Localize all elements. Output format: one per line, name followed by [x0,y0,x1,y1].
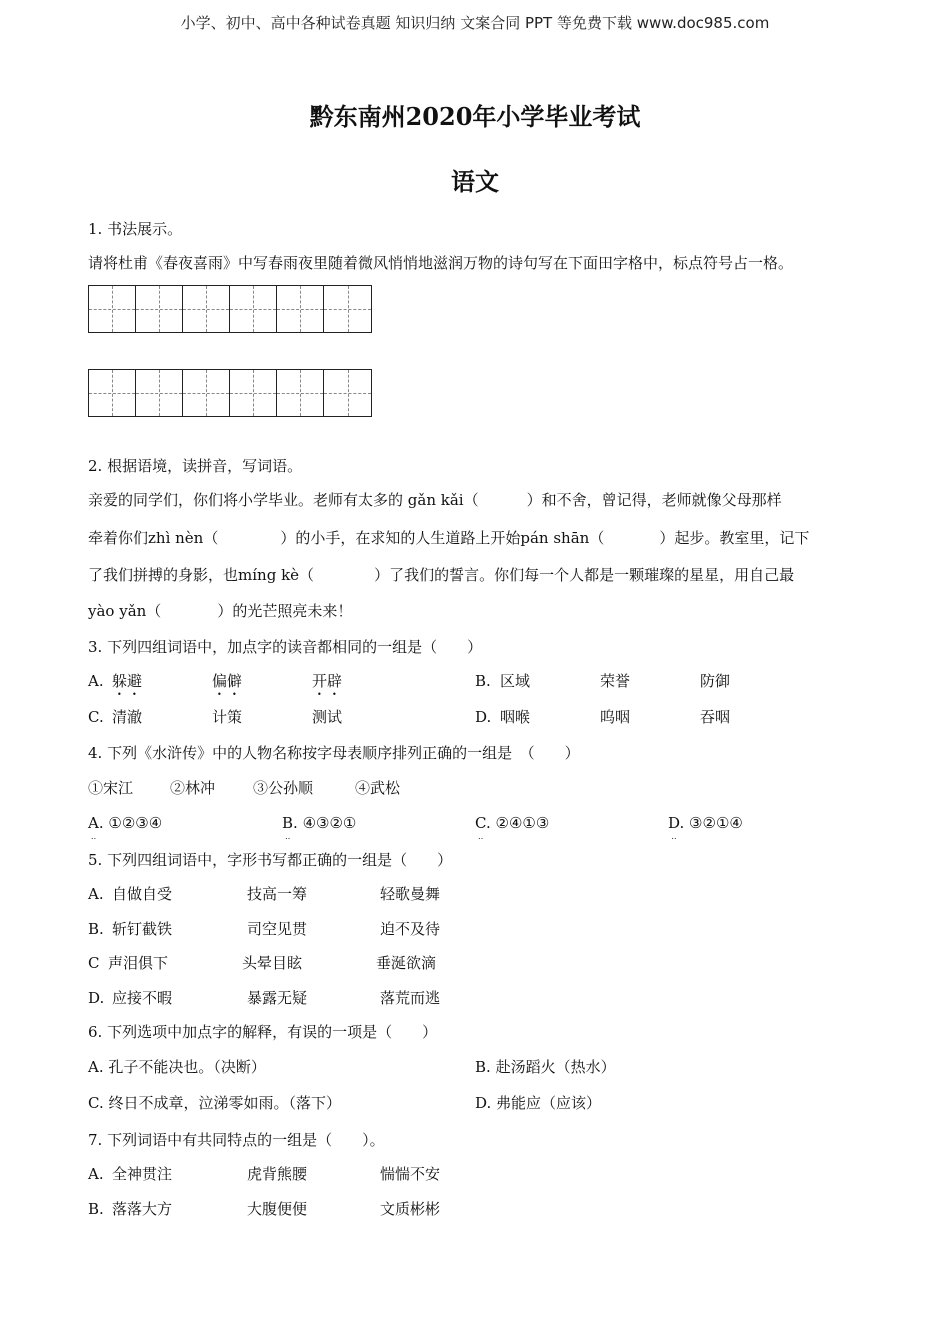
q5-option-a-word-3: 轻歌曼舞 [380,885,441,903]
q5-option-d-word-3: 落荒而逃 [380,989,441,1007]
q2-text: ）了我们的誓言。你们每一个人都是一颗璀璨的星星，用自己最 [374,566,795,584]
q4-stem: 4. 下列《水浒传》中的人物名称按字母表顺序排列正确的一组是 （ ） [88,744,580,762]
dotted-word: 开辟 [312,672,343,690]
q3-option-b-label[interactable]: B. [475,672,491,690]
grid-cell[interactable] [136,286,183,332]
q3-option-c-label[interactable]: C. [88,708,104,726]
q5-stem: 5. 下列四组词语中，字形书写都正确的一组是（ ） [88,851,453,869]
grid-cell[interactable] [183,370,230,416]
q2-text: 了我们拼搏的身影，也 [88,566,239,584]
q6-stem: 6. 下列选项中加点字的解释，有误的一项是（ ） [88,1023,438,1041]
q7-option-a-word-2: 虎背熊腰 [247,1165,308,1183]
grid-cell[interactable] [89,370,136,416]
q3-option-a-word-3 [312,671,342,699]
option-label: D. [668,814,685,832]
q2-text: ）的光芒照亮未来！ [217,602,353,620]
q2-stem: 2. 根据语境，读拼音，写词语。 [88,457,303,475]
grid-cell[interactable] [277,286,324,332]
q6-option-d[interactable] [475,1093,601,1113]
dotted-word: 躲避 [112,672,143,690]
q6-option-a[interactable] [88,1057,266,1077]
grid-cell[interactable] [324,370,371,416]
q3-option-c-word-2: 计策 [212,708,243,726]
option-label: B. [282,814,298,832]
q3-option-c-word-3: 测试 [312,708,343,726]
grid-cell[interactable] [183,286,230,332]
option-text: 弗能应（应该） [496,1094,602,1112]
q4-option-a[interactable] [88,813,162,841]
q4-item-2: ②林冲 [170,779,216,797]
q7-option-b-word-2: 大腹便便 [247,1200,308,1218]
q2-text: ）的小手，在求知的人生道路上开始 [280,529,521,547]
q3-option-b-word-2: 荣誉 [600,672,631,690]
option-label: D. [475,1094,492,1112]
q7-option-a-word-3: 惴惴不安 [380,1165,441,1183]
q3-option-a-word-1 [112,671,142,699]
pinyin-1: gǎn kǎi [407,491,464,509]
q5-option-c-word-3: 垂涎欲滴 [376,954,437,972]
option-text: 孔子不能决也。（决断） [108,1058,266,1076]
q5-option-d-word-1: 应接不暇 [112,989,173,1007]
q2-line-1: 亲爱的同学们，你们将小学毕业。老师有太多的 gǎn kǎi（ ）和不舍，曾记得，老师就像父母那样 [88,491,782,509]
q5-option-c-word-2: 头晕目眩 [242,954,303,972]
option-text: 赴汤蹈火（热水） [495,1058,616,1076]
q3-option-a-label[interactable]: A. [88,672,104,690]
q7-stem: 7. 下列词语中有共同特点的一组是（ ）。 [88,1131,385,1149]
grid-cell[interactable] [89,286,136,332]
q4-item-1: ①宋江 [88,779,134,797]
dotted-word: 偏僻 [212,672,243,690]
q4-option-c[interactable] [475,813,549,841]
q2-line-3: 了我们拼搏的身影，也míng kè（ ）了我们的誓言。你们每一个人都是一颗璀璨的星星，用自己最 [88,566,795,584]
q5-option-b-word-1: 斩钉截铁 [112,920,173,938]
q5-option-c-label[interactable]: C [88,954,100,972]
option-text: 终日不成章，泣涕零如雨。（落下） [108,1094,342,1112]
option-label: C. [88,1094,104,1112]
q2-line-4: yào yǎn（ ）的光芒照亮未来！ [88,602,353,620]
q5-option-b-word-2: 司空见贯 [247,920,308,938]
q3-option-d-word-2: 呜咽 [600,708,631,726]
q3-stem: 3. 下列四组词语中，加点字的读音都相同的一组是（ ） [88,638,483,656]
q7-option-a-word-1: 全神贯注 [112,1165,173,1183]
grid-cell[interactable] [230,286,277,332]
q7-option-b-word-3: 文质彬彬 [380,1200,441,1218]
q4-option-d[interactable] [668,813,743,841]
q4-item-4: ④武松 [355,779,401,797]
writing-grid-row-2[interactable] [88,369,372,417]
option-label: C. [475,814,491,832]
q5-option-b-label[interactable]: B. [88,920,104,938]
exam-title: 黔东南州2020年小学毕业考试 [309,102,641,131]
q4-item-3: ③公孙顺 [253,779,314,797]
option-label: B. [475,1058,491,1076]
grid-cell[interactable] [324,286,371,332]
q5-option-a-word-1: 自做自受 [112,885,173,903]
option-text: ②④①③ [495,814,550,832]
q7-option-b-label[interactable]: B. [88,1200,104,1218]
q5-option-d-label[interactable]: D. [88,989,105,1007]
q4-option-b[interactable] [282,813,356,841]
q5-option-d-word-2: 暴露无疑 [247,989,308,1007]
option-text: ④③②① [302,814,357,832]
q3-option-b-word-3: 防御 [700,672,731,690]
q5-option-a-word-2: 技高一筹 [247,885,308,903]
q3-option-d-word-3: 吞咽 [700,708,731,726]
q7-option-b-word-1: 落落大方 [112,1200,173,1218]
pinyin-5: yào yǎn [88,602,147,620]
pinyin-3: pán shān [520,529,590,547]
q6-option-c[interactable] [88,1093,341,1113]
q2-text: 亲爱的同学们，你们将小学毕业。老师有太多的 [88,491,404,509]
q2-text: ）起步。教室里，记下 [659,529,810,547]
q3-option-d-word-1: 咽喉 [500,708,531,726]
q3-option-a-word-2 [212,671,242,699]
q5-option-c-word-1: 声泪俱下 [108,954,169,972]
q3-option-d-label[interactable]: D. [475,708,492,726]
q5-option-a-label[interactable]: A. [88,885,104,903]
q2-line-2: 牵着你们zhì nèn（ ）的小手，在求知的人生道路上开始pán shān（ ）起步。教室里，记下 [88,529,810,547]
q5-option-b-word-3: 迫不及待 [380,920,441,938]
pinyin-2: zhì nèn [148,529,204,547]
pinyin-4: míng kè [238,566,300,584]
page-header: 小学、初中、高中各种试卷真题 知识归纳 文案合同 PPT 等免费下载 www.doc985.com [180,14,770,32]
q2-text: ）和不舍，曾记得，老师就像父母那样 [526,491,782,509]
option-text: ①②③④ [108,814,163,832]
writing-grid-row-1[interactable] [88,285,372,333]
option-text: ③②①④ [689,814,743,832]
grid-cell[interactable] [230,370,277,416]
q1-instruction: 请将杜甫《春夜喜雨》中写春雨夜里随着微风悄悄地滋润万物的诗句写在下面田字格中，标点符号占一格。 [88,254,794,272]
grid-cell[interactable] [277,370,324,416]
exam-subject: 语文 [451,167,499,196]
grid-cell[interactable] [136,370,183,416]
q2-text: 牵着你们 [88,529,149,547]
option-label: A. [88,1058,104,1076]
q6-option-b[interactable] [475,1057,616,1077]
q3-option-b-word-1: 区域 [500,672,531,690]
q7-option-a-label[interactable]: A. [88,1165,104,1183]
q1-stem: 1. 书法展示。 [88,220,183,238]
option-label: A. [88,814,104,832]
q3-option-c-word-1: 清澈 [112,708,143,726]
